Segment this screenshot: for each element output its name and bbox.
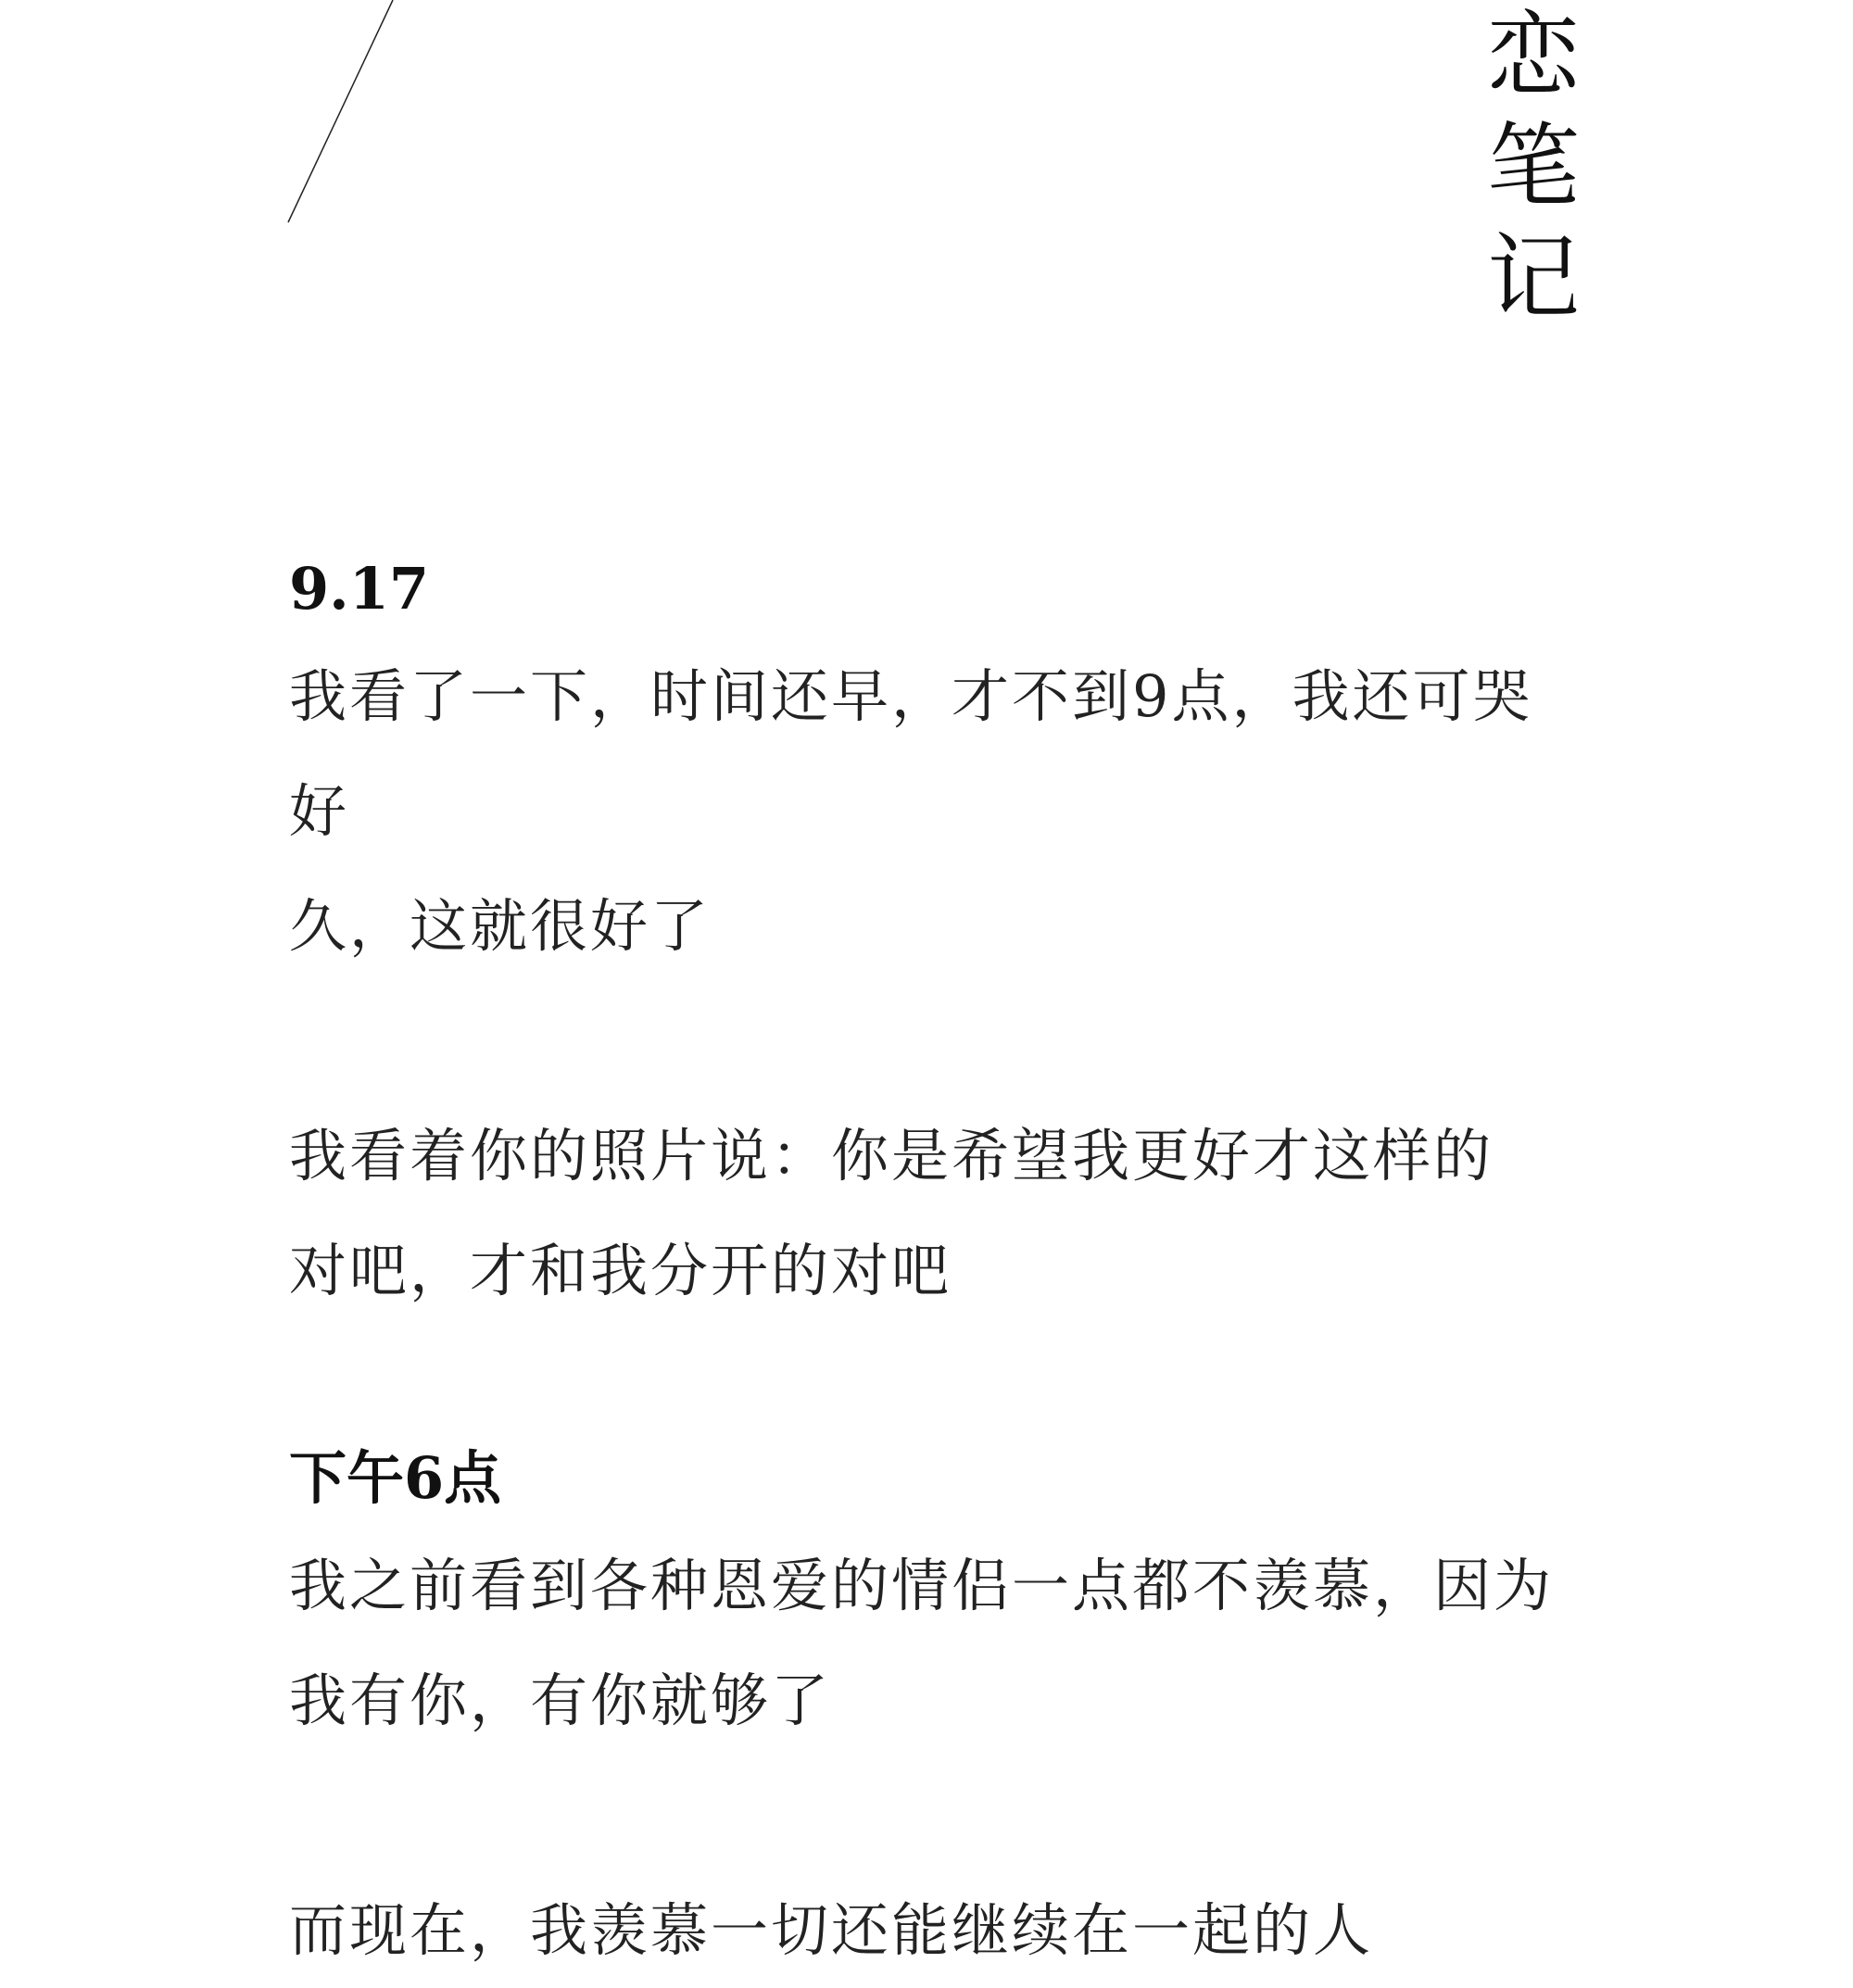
entry-paragraph-line: 对吧，才和我分开的对吧 bbox=[289, 1237, 952, 1304]
diary-content bbox=[289, 552, 1577, 1988]
entry-paragraph-line: 久，这就很好了 bbox=[289, 892, 712, 960]
entry-paragraph-line: 我看着你的照片说：你是希望我更好才这样的 bbox=[289, 1122, 1494, 1189]
title-char-2: 笔 bbox=[1487, 112, 1580, 220]
entry-paragraph-line: 我看了一下，时间还早，才不到9点，我还可哭好 bbox=[289, 662, 1533, 845]
title-char-1: 恋 bbox=[1487, 1, 1580, 109]
title-char-3: 记 bbox=[1487, 223, 1580, 332]
entry-heading-date: 9.17 bbox=[289, 555, 430, 623]
entry-paragraph-line: 我之前看到各种恩爱的情侣一点都不羡慕，因为 bbox=[289, 1552, 1555, 1619]
page-title bbox=[1482, 0, 1584, 333]
entry-paragraph-line: 而现在，我羡慕一切还能继续在一起的人 bbox=[289, 1896, 1374, 1964]
entry-heading-time: 下午6点 bbox=[289, 1444, 502, 1512]
entry-paragraph-line: 我有你，有你就够了 bbox=[289, 1667, 832, 1734]
